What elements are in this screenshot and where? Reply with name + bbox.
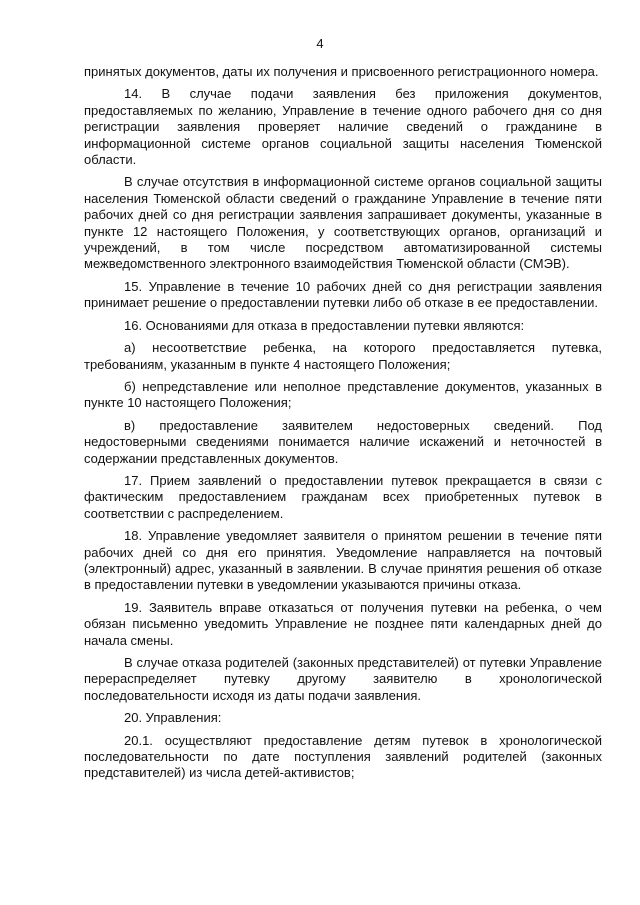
document-body [84,64,602,788]
paragraph-15: 15. Управление в течение 10 рабочих дней со дня регистрации заявления принимает решение о предоставлении путевки либо об отказе в ее предоставлении. [84,278,602,311]
paragraph-20: 20. Управления: [124,710,222,726]
paragraph-20-1: 20.1. осуществляют предоставление детям путевок в хронологической последовательности по дате поступления заявлений родителей (законных представителей) из числа детей-активистов; [84,732,602,781]
paragraph-14-absence-of-info: В случае отсутствия в информационной системе органов социальной защиты населения Тюменской области сведений о гражданине Управление в течение пяти рабочих дней со дня регистрации заявления запрашивает документы, указанные в пункте 12 настоящего Положения, у соответствующих органов, организаций и учреждений, в том числе посредством автоматизированной системы межведомственного электронного взаимодействия Тюменской области (СМЭВ). [84,174,602,272]
paragraph-16: 16. Основаниями для отказа в предоставлении путевки являются: [124,317,525,333]
page-number: 4 [316,36,324,51]
paragraph-19: 19. Заявитель вправе отказаться от получения путевки на ребенка, о чем обязан письменно уведомить Управление не позднее пяти календарных дней до начала смены. [84,599,602,648]
paragraph-17: 17. Прием заявлений о предоставлении путевок прекращается в связи с фактическим предоставлением гражданам всех приобретенных путевок в соответствии с распределением. [84,472,602,521]
paragraph-16-v: в) предоставление заявителем недостоверных сведений. Под недостоверными сведениями понимается наличие искажений и неточностей в содержании представленных документов. [84,417,602,466]
paragraph-16-b: б) непредставление или неполное представление документов, указанных в пункте 10 настоящего Положения; [84,378,602,411]
paragraph-19-refusal: В случае отказа родителей (законных представителей) от путевки Управление перераспределяет путевку другому заявителю в хронологической последовательности исходя из даты подачи заявления. [84,655,602,703]
paragraph-registration-continuation: принятых документов, даты их получения и присвоенного регистрационного номера. [84,64,599,79]
paragraph-16-a: а) несоответствие ребенка, на которого предоставляется путевка, требованиям, указанным в пункте 4 настоящего Положения; [84,340,602,372]
paragraph-18: 18. Управление уведомляет заявителя о принятом решении в течение пяти рабочих дней со дня его принятия. Уведомление направляется на почтовый (электронный) адрес, указанный в заявлении. В случае принятия решения об отказе в предоставлении путевки в уведомлении указываются причины отказа. [84,528,602,593]
paragraph-14: 14. В случае подачи заявления без приложения документов, предоставляемых по желанию, Управление в течение одного рабочего дня со дня регистрации заявления проверяет наличие сведений о гражданине в информационной системе органов социальной защиты населения Тюменской области. [84,86,602,168]
